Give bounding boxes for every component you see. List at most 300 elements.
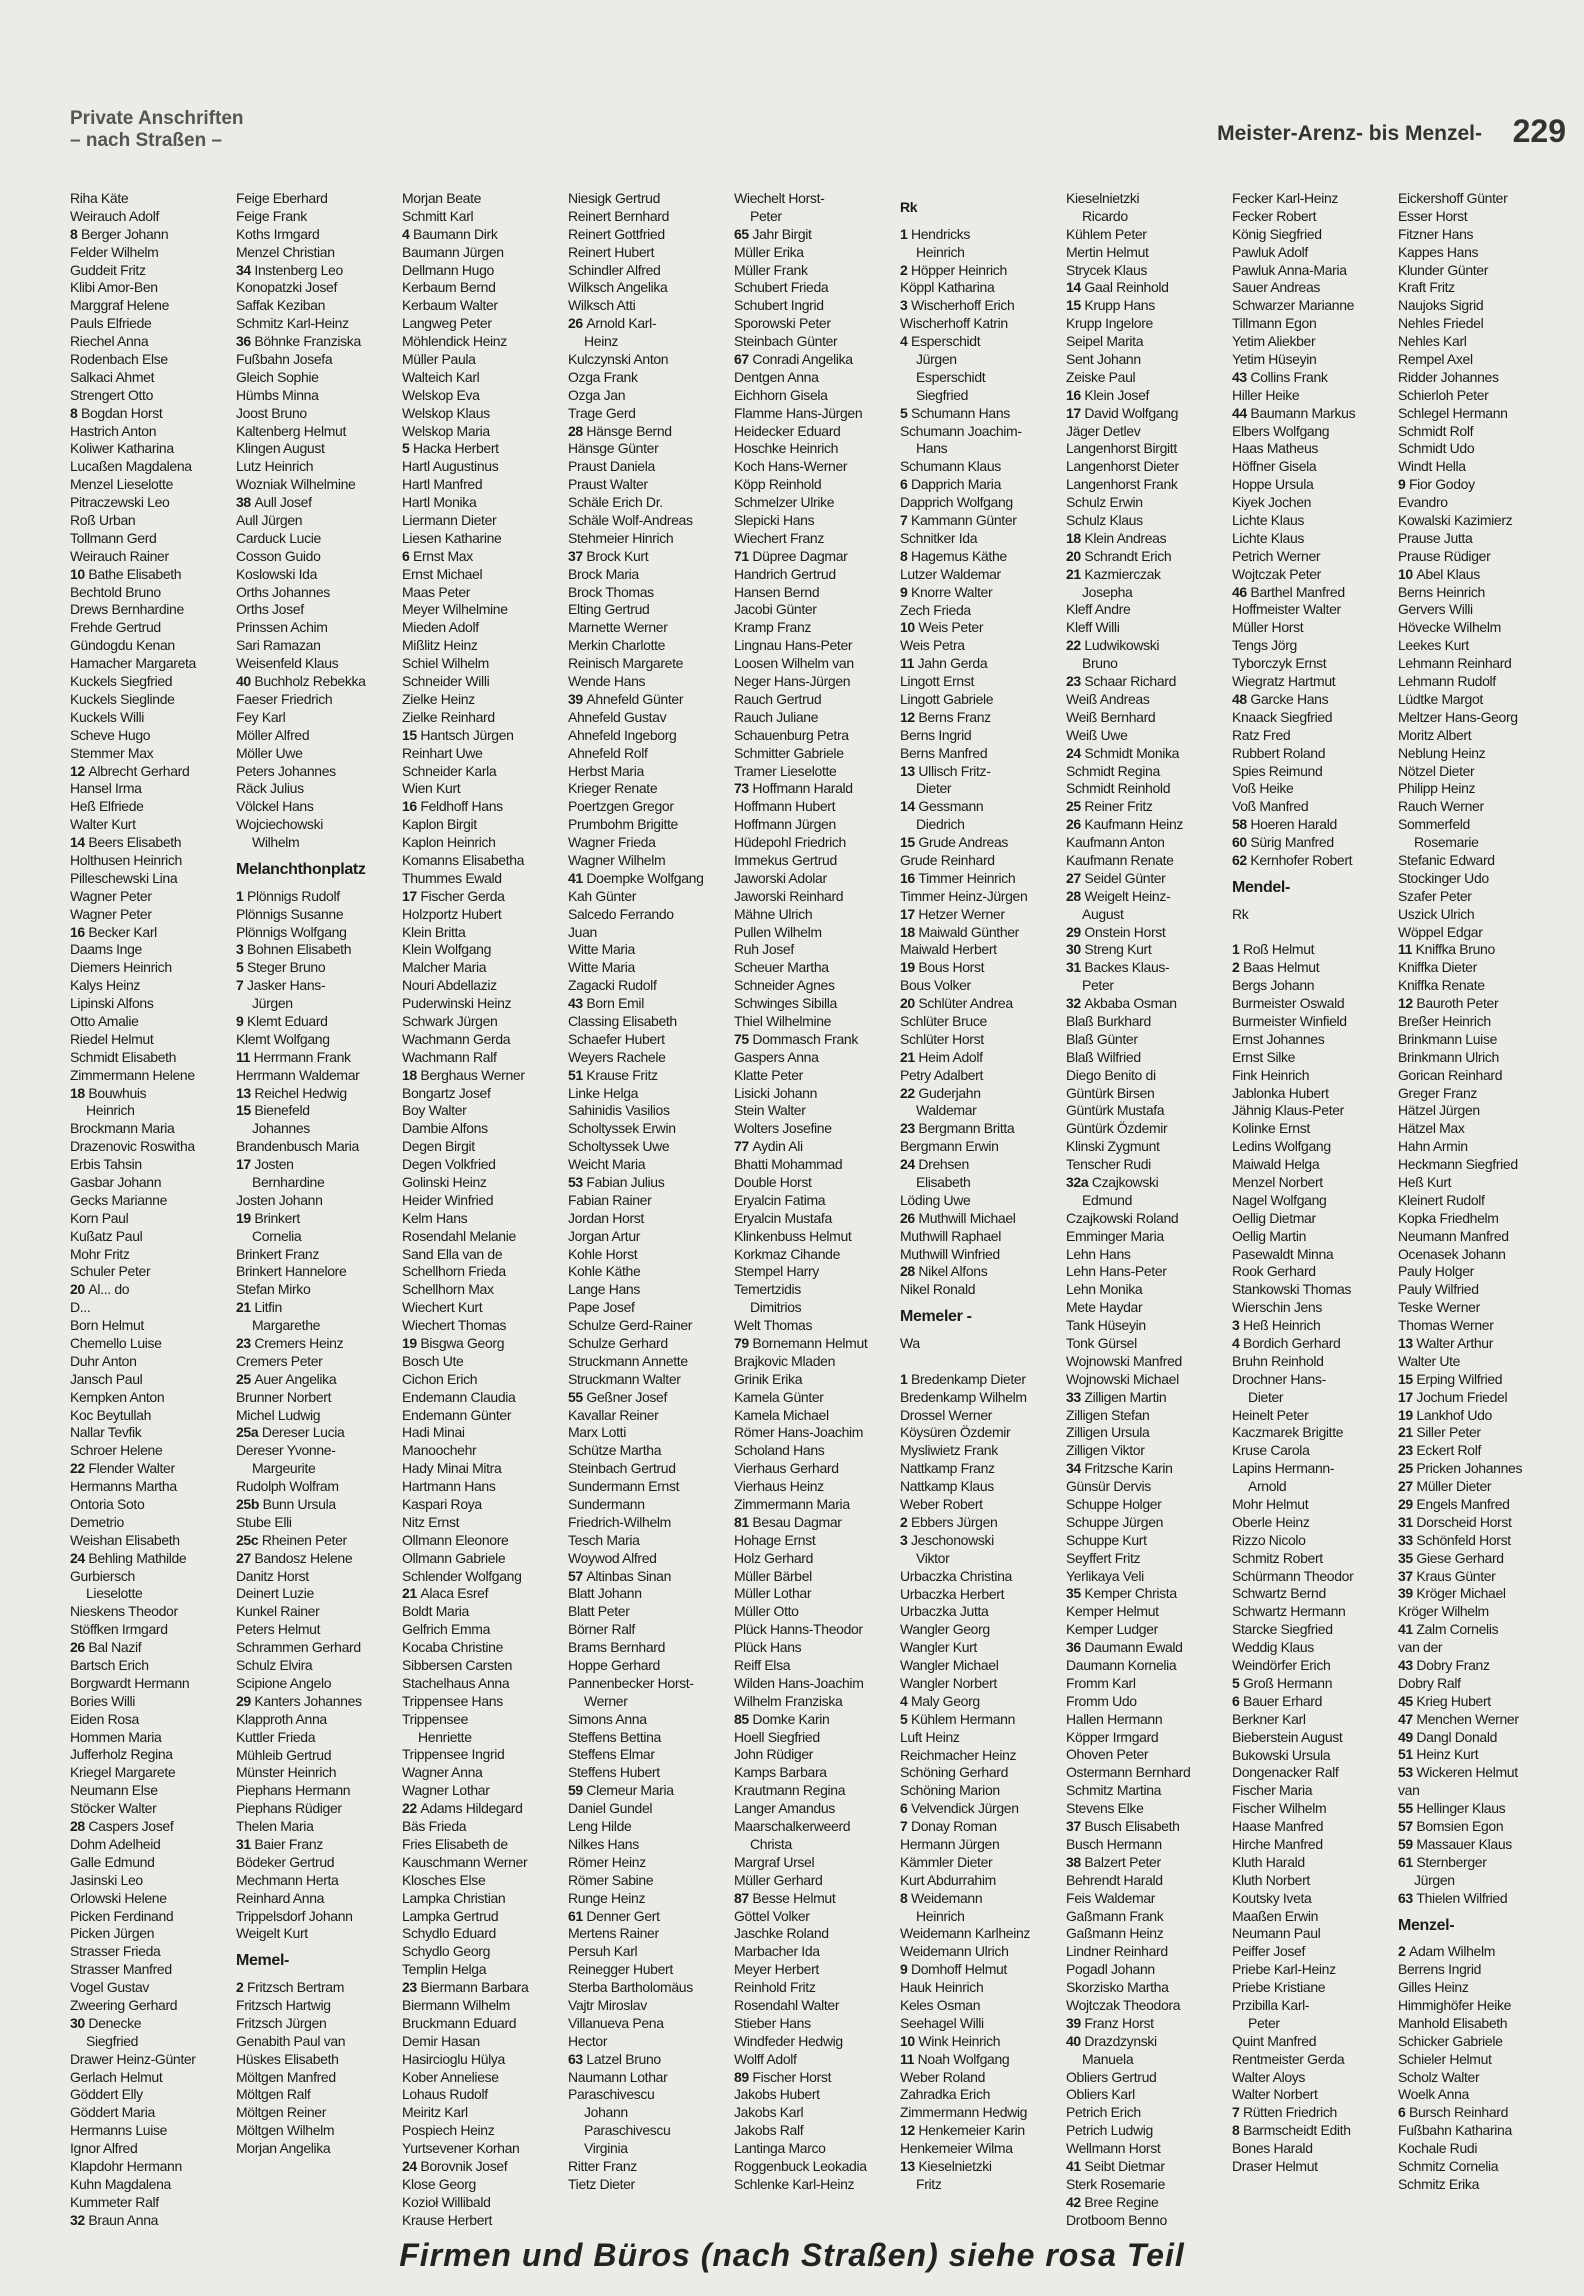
directory-entry: 14 Gaal Reinhold [1066,279,1169,296]
footer-note: Firmen und Büros (nach Straßen) siehe rosa Teil [399,2237,1185,2273]
directory-entry: 61 Denner Gert [568,1907,660,1924]
directory-entry: 7 Donay Roman [900,1818,997,1835]
directory-entry: 8 Weidemann [900,1889,983,1906]
directory-entry: Cornelia [252,1227,302,1244]
directory-entry: Friedrich-Wilhelm [568,1513,671,1530]
directory-entry: Hoppe Ursula [1232,476,1314,493]
directory-entry: Pauly Wilfried [1398,1281,1479,1298]
directory-entry: Weishan Elisabeth [70,1531,180,1548]
directory-entry: Schneider Agnes [734,977,835,994]
directory-entry: Kaufmann Anton [1066,834,1165,851]
directory-entry: Schneider Karla [402,762,497,779]
directory-entry: Uszick Ulrich [1398,905,1475,922]
directory-entry: Oellig Dietmar [1232,1209,1316,1226]
directory-entry: Kluth Norbert [1232,1871,1310,1888]
directory-entry: Dellmann Hugo [402,261,494,278]
directory-entry: Bones Harald [1232,2140,1313,2157]
directory-entry: Meyer Wilhelmine [402,601,508,618]
directory-entry: Kohle Käthe [568,1263,641,1280]
directory-entry: Breßer Heinrich [1398,1012,1491,1029]
directory-entry: Tengs Jörg [1232,637,1297,654]
directory-entry: 20 Schrandt Erich [1066,547,1172,564]
directory-entry: Witte Maria [568,959,635,976]
directory-entry: Schnitker Ida [900,529,978,546]
directory-entry: Urbaczka Christina [900,1567,1012,1584]
directory-column [1398,190,1558,2194]
directory-entry: Picken Ferdinand [70,1907,174,1924]
directory-entry: Stachelhaus Anna [402,1674,510,1691]
directory-entry: Müller Bärbel [734,1567,812,1584]
directory-entry: Heinz [584,333,619,350]
directory-entry: Lichte Klaus [1232,529,1305,546]
directory-entry: 37 Brock Kurt [568,547,649,564]
directory-entry: Maas Peter [402,583,471,600]
directory-entry: 36 Böhnke Franziska [236,333,361,350]
directory-entry: Dambie Alfons [402,1120,488,1137]
directory-entry: Rizzo Nicolo [1232,1531,1306,1548]
directory-entry: Rosemarie [1414,834,1479,851]
directory-entry: Gaßmann Frank [1066,1907,1164,1924]
directory-entry: Pilleschewski Lina [70,869,178,886]
directory-entry: Korn Paul [70,1209,129,1226]
directory-entry: Schäle Erich Dr. [568,494,663,511]
directory-entry: 13 Walter Arthur [1398,1335,1494,1351]
directory-entry: Göddert Maria [70,2104,155,2121]
directory-entry: Mertens Rainer [568,1925,659,1942]
directory-entry: Ollmann Eleonore [402,1531,509,1548]
directory-entry: Kamps Barbara [734,1764,827,1781]
directory-entry: 33 Zilligen Martin [1066,1388,1167,1405]
directory-entry: Kaspari Roya [402,1496,482,1513]
directory-entry: Schwinges Sibilla [734,995,837,1012]
directory-entry: 12 Berns Franz [900,708,991,725]
directory-entry: Aull Jürgen [236,512,303,529]
directory-entry: Stieber Hans [734,2014,811,2031]
directory-entry: Schlüter Horst [900,1030,984,1047]
directory-entry: Nehles Karl [1398,333,1467,350]
directory-entry: 25a Dereser Lucia [236,1424,345,1441]
directory-entry: Riedel Helmut [70,1030,154,1047]
directory-entry: Berkner Karl [1232,1710,1306,1727]
directory-entry: Puderwinski Heinz [402,995,512,1012]
directory-entry: Möller Alfred [236,726,310,743]
directory-entry: Wierschin Jens [1232,1299,1323,1316]
directory-entry: Marx Lotti [568,1424,626,1441]
directory-entry: 39 Franz Horst [1066,2014,1154,2031]
directory-entry: Pullen Wilhelm [734,923,822,940]
directory-entry: Mähne Ulrich [734,905,813,922]
directory-entry: Hommen Maria [70,1728,162,1745]
directory-entry: 5 Schumann Hans [900,404,1010,421]
directory-entry: 5 Steger Bruno [236,959,326,976]
directory-entry: Paraschivescu [568,2086,655,2103]
directory-entry: Jaworski Adolar [734,869,827,886]
directory-entry: Ernst Johannes [1232,1030,1325,1047]
directory-entry: 21 Kazmierczak [1066,565,1161,582]
directory-entry: Merkin Charlotte [568,637,666,654]
directory-entry: Münster Heinrich [236,1764,337,1781]
directory-entry: Kaczmarek Brigitte [1232,1424,1344,1441]
directory-entry: Plück Hanns-Theodor [734,1621,863,1638]
directory-entry: Reinert Gottfried [568,225,665,242]
directory-entry: Jansch Paul [70,1370,143,1387]
directory-entry: Riha Käte [70,190,129,206]
directory-entry: Johann [584,2104,628,2121]
directory-entry: Hallen Hermann [1066,1710,1163,1727]
directory-entry: 10 Wink Heinrich [900,2032,1001,2049]
directory-entry: 18 Bouwhuis [70,1084,147,1101]
directory-entry: Scheve Hugo [70,726,151,743]
directory-entry: Rosendahl Melanie [402,1227,516,1244]
directory-entry: 17 David Wolfgang [1066,404,1179,421]
directory-entry: Wachmann Gerda [402,1030,511,1047]
directory-entry: 89 Fischer Horst [734,2068,832,2085]
directory-entry: Kolinke Ernst [1232,1120,1310,1137]
directory-entry: 26 Arnold Karl- [568,315,657,332]
directory-entry: Weidemann Karlheinz [900,1925,1031,1942]
directory-entry: Runge Heinz [568,1889,646,1906]
directory-entry: Römer Heinz [568,1853,646,1870]
directory-entry: 9 Knorre Walter [900,583,993,600]
directory-entry: 21 Alaca Esref [402,1585,489,1602]
district-label: Rk [900,199,918,215]
directory-entry: Endemann Günter [402,1406,512,1423]
directory-entry: Strasser Manfred [70,1961,172,1978]
directory-entry: Fries Elisabeth de [402,1835,508,1852]
directory-entry: 3 Heß Heinrich [1232,1317,1321,1334]
directory-entry: 25 Reiner Fritz [1066,798,1153,815]
directory-entry: 41 Zalm Cornelis [1398,1621,1499,1638]
directory-entry: Hätzel Max [1398,1120,1465,1137]
directory-entry: Zagacki Rudolf [568,977,657,994]
directory-entry: Woywod Alfred [568,1549,657,1566]
directory-entry: Weis Petra [900,637,965,654]
directory-entry: Schäle Wolf-Andreas [568,512,693,529]
directory-entry: Weber Robert [900,1496,983,1513]
directory-column [70,190,230,2230]
directory-entry: Langenhorst Dieter [1066,458,1179,475]
directory-entry: Peter [1248,2014,1280,2031]
directory-entry: Witte Maria [568,941,635,958]
directory-entry: Jordan Horst [568,1209,644,1226]
directory-entry: Gecks Marianne [70,1191,168,1208]
directory-entry: August [1082,905,1124,922]
directory-entry: Müller Erika [734,243,804,260]
directory-entry: Heß Kurt [1398,1173,1452,1190]
directory-entry: Bieberstein August [1232,1728,1343,1745]
directory-entry: 14 Beers Elisabeth [70,834,182,851]
directory-entry: 5 Groß Hermann [1232,1674,1333,1691]
directory-entry: Kamela Michael [734,1406,829,1423]
directory-entry: Schneider Willi [402,673,490,690]
directory-entry: Yurtsevener Korhan [402,2140,520,2157]
directory-entry: Salcedo Ferrando [568,905,674,922]
directory-entry: 8 Barmscheidt Edith [1232,2122,1351,2139]
directory-entry: Ignor Alfred [70,2140,138,2157]
directory-entry: Lehn Hans-Peter [1066,1263,1167,1280]
directory-entry: Welskop Klaus [402,404,490,421]
directory-entry: 9 Klemt Eduard [236,1012,328,1029]
directory-entry: Welt Thomas [734,1317,813,1334]
directory-entry: Schwartz Bernd [1232,1585,1326,1602]
directory-entry: Maaßen Erwin [1232,1907,1319,1924]
directory-entry: 8 Hagemus Käthe [900,547,1007,564]
directory-entry: Fußbahn Josefa [236,351,333,368]
directory-entry: 15 Krupp Hans [1066,297,1155,314]
directory-entry: Hermann Jürgen [900,1835,1000,1852]
directory-entry: 18 Maiwald Günther [900,923,1019,940]
directory-entry: 7 Rütten Friedrich [1232,2104,1337,2121]
directory-entry: Maiwald Herbert [900,941,997,958]
directory-entry: Rosendahl Walter [734,1996,840,2013]
directory-entry: Holzportz Hubert [402,905,502,922]
directory-entry: Weiß Uwe [1066,726,1128,743]
directory-entry: 6 Ernst Max [402,547,473,564]
directory-entry: Brams Bernhard [568,1639,666,1656]
directory-entry: Peters Johannes [236,762,336,779]
directory-entry: Räck Julius [236,780,304,797]
directory-entry: Kuckels Siegfried [70,673,173,690]
directory-entry: Bechtold Bruno [70,583,161,600]
directory-entry: Wende Hans [568,673,646,690]
directory-entry: Gündogdu Kenan [70,637,175,654]
directory-entry: 25 Auer Angelika [236,1370,337,1387]
directory-entry: 20 Schlüter Andrea [900,995,1013,1012]
directory-entry: Zielke Reinhard [402,708,495,725]
directory-entry: Morjan Beate [402,190,482,206]
directory-entry: Nouri Abdellaziz [402,977,497,994]
directory-entry: Lange Hans [568,1281,641,1298]
directory-entry: Trippensee Hans [402,1692,503,1709]
directory-entry: Prause Jutta [1398,529,1473,546]
directory-entry: Elisabeth [916,1174,971,1190]
directory-entry: Petrich Werner [1232,547,1321,564]
directory-entry: Ruh Josef [734,941,794,958]
directory-entry: Weigelt Kurt [236,1925,308,1942]
directory-entry: Reinhart Uwe [402,744,483,761]
directory-entry: Brinkmann Luise [1398,1030,1498,1047]
directory-entry: Lucaßen Magdalena [70,458,192,475]
directory-entry: Tenscher Rudi [1066,1156,1151,1173]
directory-entry: Hartl Manfred [402,476,483,493]
directory-entry: Sundermann [568,1496,645,1513]
directory-entry: Krause Herbert [402,2211,493,2228]
directory-entry: 1 Bredenkamp Dieter [900,1370,1026,1387]
directory-entry: Brajkovic Mladen [734,1352,835,1369]
directory-entry: Schöning Gerhard [900,1764,1009,1781]
directory-entry: Wilksch Angelika [568,279,668,296]
directory-column [1232,190,1392,2176]
directory-entry: Brinkmann Ulrich [1398,1048,1499,1065]
directory-entry: Schroer Helene [70,1442,163,1459]
directory-entry: Schindler Alfred [568,261,661,278]
directory-entry: Ahnefeld Gustav [568,708,667,725]
directory-entry: Kopka Friedhelm [1398,1209,1499,1226]
directory-entry: Ozga Jan [568,386,626,403]
directory-entry: Naumann Lothar [568,2068,668,2085]
directory-entry: Eickershoff Günter [1398,190,1508,206]
directory-entry: Tietz Dieter [568,2175,635,2192]
directory-entry: Drawer Heinz-Günter [70,2050,196,2067]
directory-entry: Hady Minai Mitra [402,1460,502,1477]
directory-entry: Müller Gerhard [734,1871,823,1888]
directory-entry: Jaworski Reinhard [734,887,844,904]
directory-entry: Vajtr Miroslav [568,1996,647,2013]
directory-entry: Ocenasek Johann [1398,1245,1506,1262]
directory-entry: Berrens Ingrid [1398,1961,1482,1978]
directory-entry: 3 Jeschonowski [900,1531,994,1548]
directory-entry: Peters Helmut [236,1621,321,1638]
directory-entry: Busch Hermann [1066,1835,1162,1852]
directory-entry: Praust Walter [568,476,648,493]
directory-entry: Kaufmann Renate [1066,851,1174,868]
directory-entry: Trage Gerd [568,404,636,421]
directory-entry: Pitraczewski Leo [70,494,170,511]
directory-entry: 17 Hetzer Werner [900,905,1005,922]
directory-entry: Yetim Aliekber [1232,333,1316,350]
directory-entry: Klosches Else [402,1871,486,1888]
directory-entry: Golinski Heinz [402,1173,487,1190]
directory-entry: Josten Johann [236,1191,323,1208]
directory-entry: Schöning Marion [900,1782,1000,1799]
directory-entry: Kuckels Willi [70,708,145,725]
directory-entry: Zweering Gerhard [70,1996,178,2013]
directory-entry: Voß Heike [1232,780,1294,797]
directory-entry: 57 Bomsien Egon [1398,1818,1504,1835]
directory-entry: 85 Domke Karin [734,1710,830,1727]
directory-entry: 9 Domhoff Helmut [900,1961,1007,1978]
directory-column [236,190,396,2158]
directory-entry: Wilksch Atti [568,297,636,314]
directory-entry: Strasser Frieda [70,1943,161,1960]
directory-entry: 3 Bohnen Elisabeth [236,941,352,958]
directory-entry: Reichmacher Heinz [900,1746,1017,1763]
directory-entry: Pospiech Heinz [402,2122,495,2139]
directory-entry: Zilligen Ursula [1066,1424,1150,1441]
directory-entry: 60 Sürig Manfred [1232,834,1334,851]
directory-entry: Weddig Klaus [1232,1639,1314,1656]
directory-entry: 24 Borovnik Josef [402,2157,508,2174]
directory-entry: Mohr Helmut [1232,1496,1309,1513]
directory-entry: 75 Dommasch Frank [734,1030,858,1047]
directory-entry: 7 Kammann Günter [900,512,1017,529]
directory-entry: Kowalski Kazimierz [1398,512,1513,529]
directory-entry: Brockmann Maria [70,1120,175,1137]
directory-entry: Steinbach Gertrud [568,1460,676,1477]
directory-entry: 61 Sternberger [1398,1853,1487,1870]
directory-entry: Wagner Anna [402,1764,483,1781]
directory-entry: Hüskes Elisabeth [236,2050,339,2067]
directory-entry: 4 Esperschidt [900,333,981,350]
directory-entry: Fußbahn Katharina [1398,2122,1512,2139]
directory-entry: 28 Hänsge Bernd [568,422,672,439]
directory-entry: Michel Ludwig [236,1406,321,1423]
directory-entry: Scheuer Martha [734,959,829,976]
directory-entry: Blaß Wilfried [1066,1048,1141,1065]
directory-entry: Sahinidis Vasilios [568,1102,670,1119]
directory-entry: 46 Barthel Manfred [1232,583,1345,600]
directory-entry: Schlender Wolfgang [402,1567,522,1584]
directory-entry: 15 Grude Andreas [900,834,1009,851]
directory-entry: Hermanns Martha [70,1478,177,1495]
directory-entry: Köpp Reinhold [734,476,822,493]
directory-entry: Menzel Lieselotte [70,476,174,493]
directory-entry: Wangler Georg [900,1621,990,1638]
directory-entry: Nikel Ronald [900,1281,976,1298]
directory-entry: 22 Ludwikowski [1066,637,1160,654]
directory-entry: Kalys Heinz [70,977,141,994]
directory-entry: Pawluk Anna-Maria [1232,261,1347,278]
directory-entry: Viktor [916,1549,950,1566]
directory-entry: Kuttler Frieda [236,1728,316,1745]
directory-entry: 59 Massauer Klaus [1398,1835,1512,1852]
directory-entry: Wojnowski Manfred [1066,1352,1182,1369]
directory-entry: Bongartz Josef [402,1084,491,1101]
directory-entry: Hermanns Luise [70,2122,168,2139]
directory-entry: Joost Bruno [236,404,307,421]
directory-entry: Ricardo [1082,207,1128,224]
directory-entry: Biermann Wilhelm [402,1996,510,2013]
directory-entry: Haase Manfred [1232,1818,1324,1835]
directory-column [568,190,728,2194]
directory-entry: 1 Roß Helmut [1232,941,1315,958]
directory-entry: Prinssen Achim [236,619,328,636]
directory-entry: Cosson Guido [236,547,321,564]
directory-entry: Ohoven Peter [1066,1746,1149,1763]
directory-entry: Kuckels Sieglinde [70,690,175,707]
directory-entry: Möltgen Wilhelm [236,2122,335,2139]
directory-entry: Dieter [1248,1388,1284,1405]
directory-entry: Endemann Claudia [402,1388,516,1405]
directory-entry: 15 Bienefeld [236,1102,310,1119]
directory-entry: Hastrich Anton [70,422,157,439]
directory-entry: Dohm Adelheid [70,1835,161,1852]
directory-entry: Kühlem Peter [1066,225,1147,242]
directory-entry: Fritzsch Jürgen [236,2014,327,2031]
directory-entry: Pawluk Adolf [1232,243,1308,260]
directory-entry: Koliwer Katharina [70,440,174,457]
directory-entry: Bergmann Erwin [900,1138,999,1155]
directory-entry: Peter [750,207,782,224]
directory-entry: Vogel Gustav [70,1979,150,1996]
directory-entry: 11 Jahn Gerda [900,655,988,672]
directory-entry: Kniffka Renate [1398,977,1485,994]
directory-entry: Quint Manfred [1232,2032,1317,2049]
directory-entry: Moritz Albert [1398,726,1472,743]
directory-entry: Greger Franz [1398,1084,1478,1101]
directory-entry: Leng Hilde [568,1818,632,1835]
directory-entry: 62 Kernhofer Robert [1232,851,1353,868]
directory-entry: Bukowski Ursula [1232,1746,1331,1763]
directory-entry: 4 Maly Georg [900,1692,980,1709]
directory-entry: 34 Instenberg Leo [236,261,343,278]
directory-entry: Feige Frank [236,207,307,224]
directory-entry: Simons Anna [568,1710,647,1727]
page-header-left [70,108,244,152]
directory-entry: Fecker Robert [1232,207,1317,224]
directory-entry: Werner [584,1692,628,1709]
directory-entry: Grinik Erika [734,1370,803,1387]
directory-entry: Czajkowski Roland [1066,1209,1179,1226]
directory-entry: Schulz Erwin [1066,494,1143,511]
directory-entry: Kempken Anton [70,1388,165,1405]
directory-entry: Steffens Elmar [568,1746,655,1763]
directory-entry: Duhr Anton [70,1352,137,1369]
directory-entry: Peter [1082,977,1114,994]
directory-entry: Kavallar Reiner [568,1406,659,1423]
directory-entry: Kniffka Dieter [1398,959,1477,976]
directory-entry: Jürgen [252,995,293,1012]
